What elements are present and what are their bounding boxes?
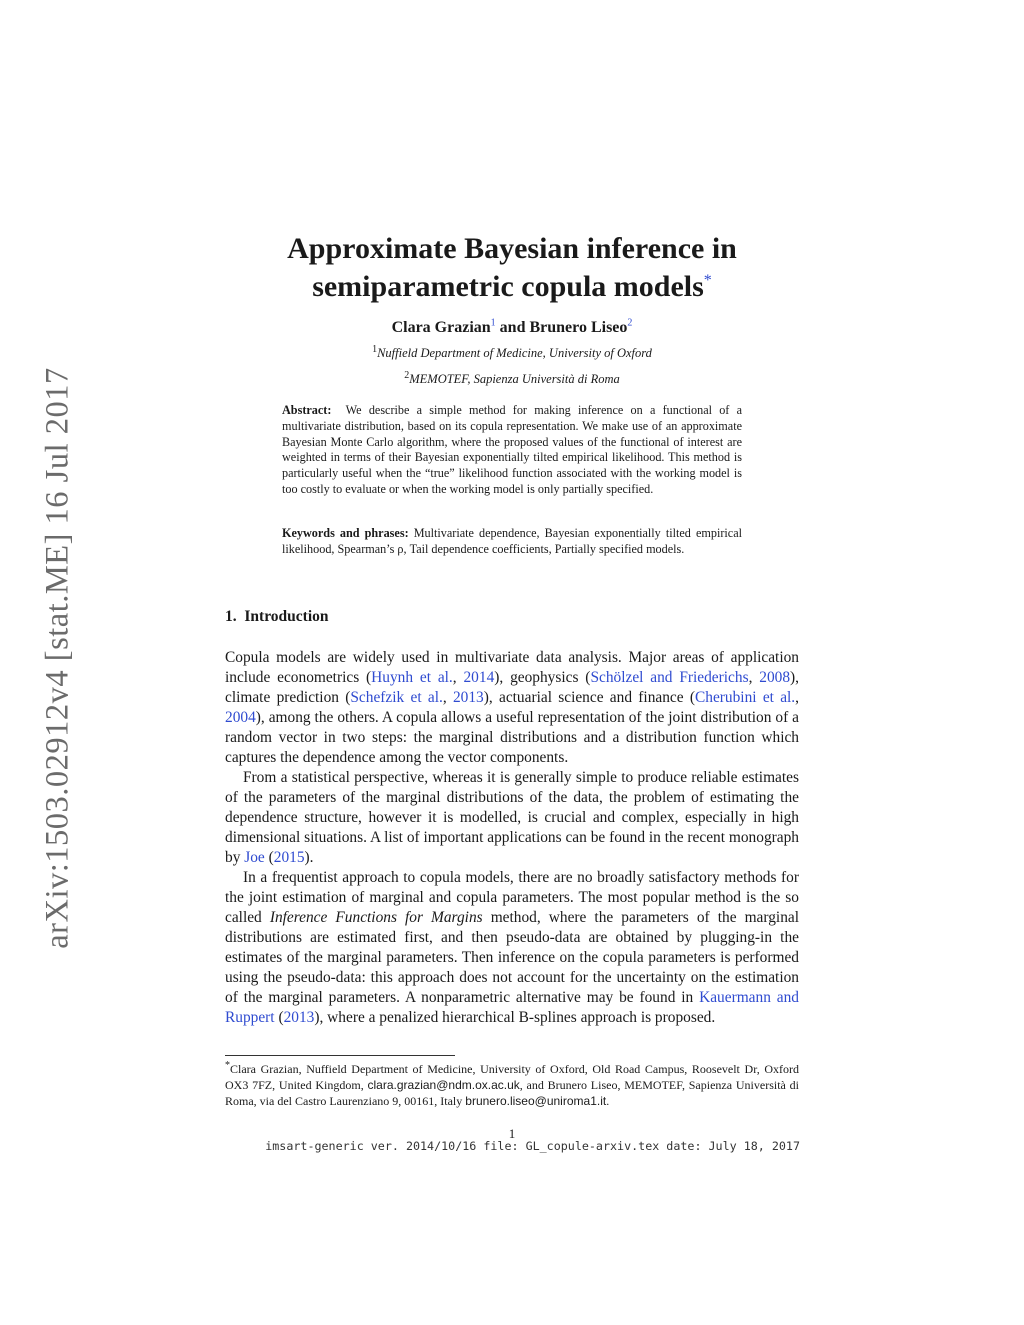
citation-cherubini[interactable]: Cherubini et al. (694, 689, 796, 706)
text: ), where a penalized hierarchical B-splines approach is proposed. (314, 1009, 716, 1026)
text: , (442, 689, 453, 706)
text: , (748, 669, 760, 686)
abstract-text: We describe a simple method for making inference on a functional of a multivariate distribution, based on its copula representation. We make use of an approximate Bayesian Monte Carlo algorithm, where the proposed values of the functional of interest are weighted in terms of their Bayesian exponentially tilted empirical likelihood. This method is particularly useful when the “true” likelihood function associated with the working model is too costly to evaluate or when the working model is only partially specified. (282, 403, 743, 496)
citation-scholzel-year[interactable]: 2008 (759, 669, 791, 686)
abstract-label: Abstract: (282, 403, 332, 417)
author-2-affil-ref[interactable]: 2 (627, 317, 633, 329)
arxiv-side-stamp: arXiv:1503.02912v4 [stat.ME] 16 Jul 2017 (39, 367, 76, 949)
page-number: 1 (508, 1126, 516, 1141)
text: ), among the others. A copula allows a useful representation of the joint distribution of a random vector in two steps: the marginal distributions and a distribution function which captures the dependence among the vector components. (225, 709, 799, 766)
section-title: Introduction (244, 608, 329, 625)
text: , and Brunero Liseo, MEMOTEF, Sapienza Università di Roma, via del Castro Laurenziano 9, 00161, Italy (225, 1078, 799, 1108)
keywords-text: Multivariate dependence, Bayesian exponentially tilted empirical likelihood, Spearman’s ρ, Tail dependence coefficients, Partially specified models. (282, 526, 742, 556)
paper-title (200, 230, 824, 306)
citation-joe[interactable]: Joe (244, 849, 265, 866)
title-line-2-text: semiparametric copula models (312, 270, 704, 303)
affiliation-1 (200, 343, 824, 361)
citation-kauermann[interactable]: Kauermann and Ruppert (225, 989, 799, 1026)
section-heading (225, 608, 329, 626)
text: ). (304, 849, 314, 866)
citation-joe-year[interactable]: 2015 (273, 849, 305, 866)
paragraph-3 (225, 868, 799, 1028)
text: Clara Grazian, Nuffield Department of Medicine, University of Oxford, Old Road Campus, Roosevelt Dr, Oxford OX3 7FZ, United Kingdom, (225, 1062, 799, 1092)
abstract (282, 403, 742, 498)
text: ), geophysics ( (494, 669, 591, 686)
email-grazian[interactable]: clara.grazian@ndm.ox.ac.uk (367, 1078, 520, 1092)
title-line-1: Approximate Bayesian inference in (287, 232, 737, 265)
citation-kauermann-year[interactable]: 2013 (283, 1009, 315, 1026)
text: ), actuarial science and finance ( (483, 689, 695, 706)
footnote-mark: * (225, 1060, 230, 1071)
text: , (452, 669, 464, 686)
text: From a statistical perspective, whereas it is generally simple to produce reliable estimates of the parameters of the marginal distributions of the data, the problem of estimating the dependence structure, however it is modelled, is crucial and complex, especially in high dimensional situations. A list of important applications can be found in the recent monograph by (225, 769, 799, 866)
emphasis-ifm: Inference Functions for Margins (269, 909, 483, 926)
affiliation-2-sup: 2 (404, 369, 410, 381)
body-text (225, 648, 799, 1028)
email-liseo[interactable]: brunero.liseo@uniroma1.it (465, 1094, 607, 1108)
paragraph-2 (225, 768, 799, 868)
text: ), climate prediction ( (225, 669, 800, 706)
authors (200, 319, 824, 337)
affiliation-2-text: MEMOTEF, Sapienza Università di Roma (409, 372, 620, 386)
section-number: 1. (225, 608, 237, 625)
text: ( (274, 1009, 284, 1026)
citation-scholzel[interactable]: Schölzel and Friederichs (590, 669, 749, 686)
citation-huynh[interactable]: Huynh et al. (371, 669, 453, 686)
author-2: Brunero Liseo (529, 319, 628, 336)
keywords-label: Keywords and phrases: (282, 526, 409, 540)
citation-schefzik[interactable]: Schefzik et al. (350, 689, 443, 706)
text: method, where the parameters of the marginal distributions are estimated first, and then pseudo-data are obtained by plugging-in the estimates of the marginal parameters. Then inference on the copula parameters is performed using the pseudo-data: this approach does not account for the uncertainty on the estimation of the marginal parameters. A nonparametric alternative may be found in (225, 909, 800, 1006)
text: , (795, 689, 800, 706)
author-1: Clara Grazian (391, 319, 491, 336)
footnote (225, 1061, 799, 1109)
authors-and: and (499, 319, 526, 336)
citation-cherubini-year[interactable]: 2004 (225, 709, 256, 726)
text: In a frequentist approach to copula models, there are no broadly satisfactory methods for the joint estimation of marginal and copula parameters. The most popular method is the so called (225, 869, 799, 926)
affiliation-2 (200, 369, 824, 387)
paragraph-1 (225, 648, 799, 768)
author-1-affil-ref[interactable]: 1 (490, 317, 496, 329)
footnote-rule (225, 1055, 455, 1056)
text: Copula models are widely used in multivariate data analysis. Major areas of application include econometrics ( (225, 649, 799, 686)
running-footer: imsart-generic ver. 2014/10/16 file: GL_copule-arxiv.tex date: July 18, 2017 (265, 1139, 800, 1153)
text: . (606, 1094, 610, 1108)
affiliation-1-text: Nuffield Department of Medicine, University of Oxford (377, 346, 652, 360)
citation-schefzik-year[interactable]: 2013 (452, 689, 484, 706)
affiliation-1-sup: 1 (372, 343, 378, 355)
title-line-2 (200, 268, 824, 306)
citation-huynh-year[interactable]: 2014 (463, 669, 495, 686)
text: ( (264, 849, 274, 866)
title-footnote-mark[interactable]: * (703, 272, 712, 289)
keywords (282, 526, 742, 558)
